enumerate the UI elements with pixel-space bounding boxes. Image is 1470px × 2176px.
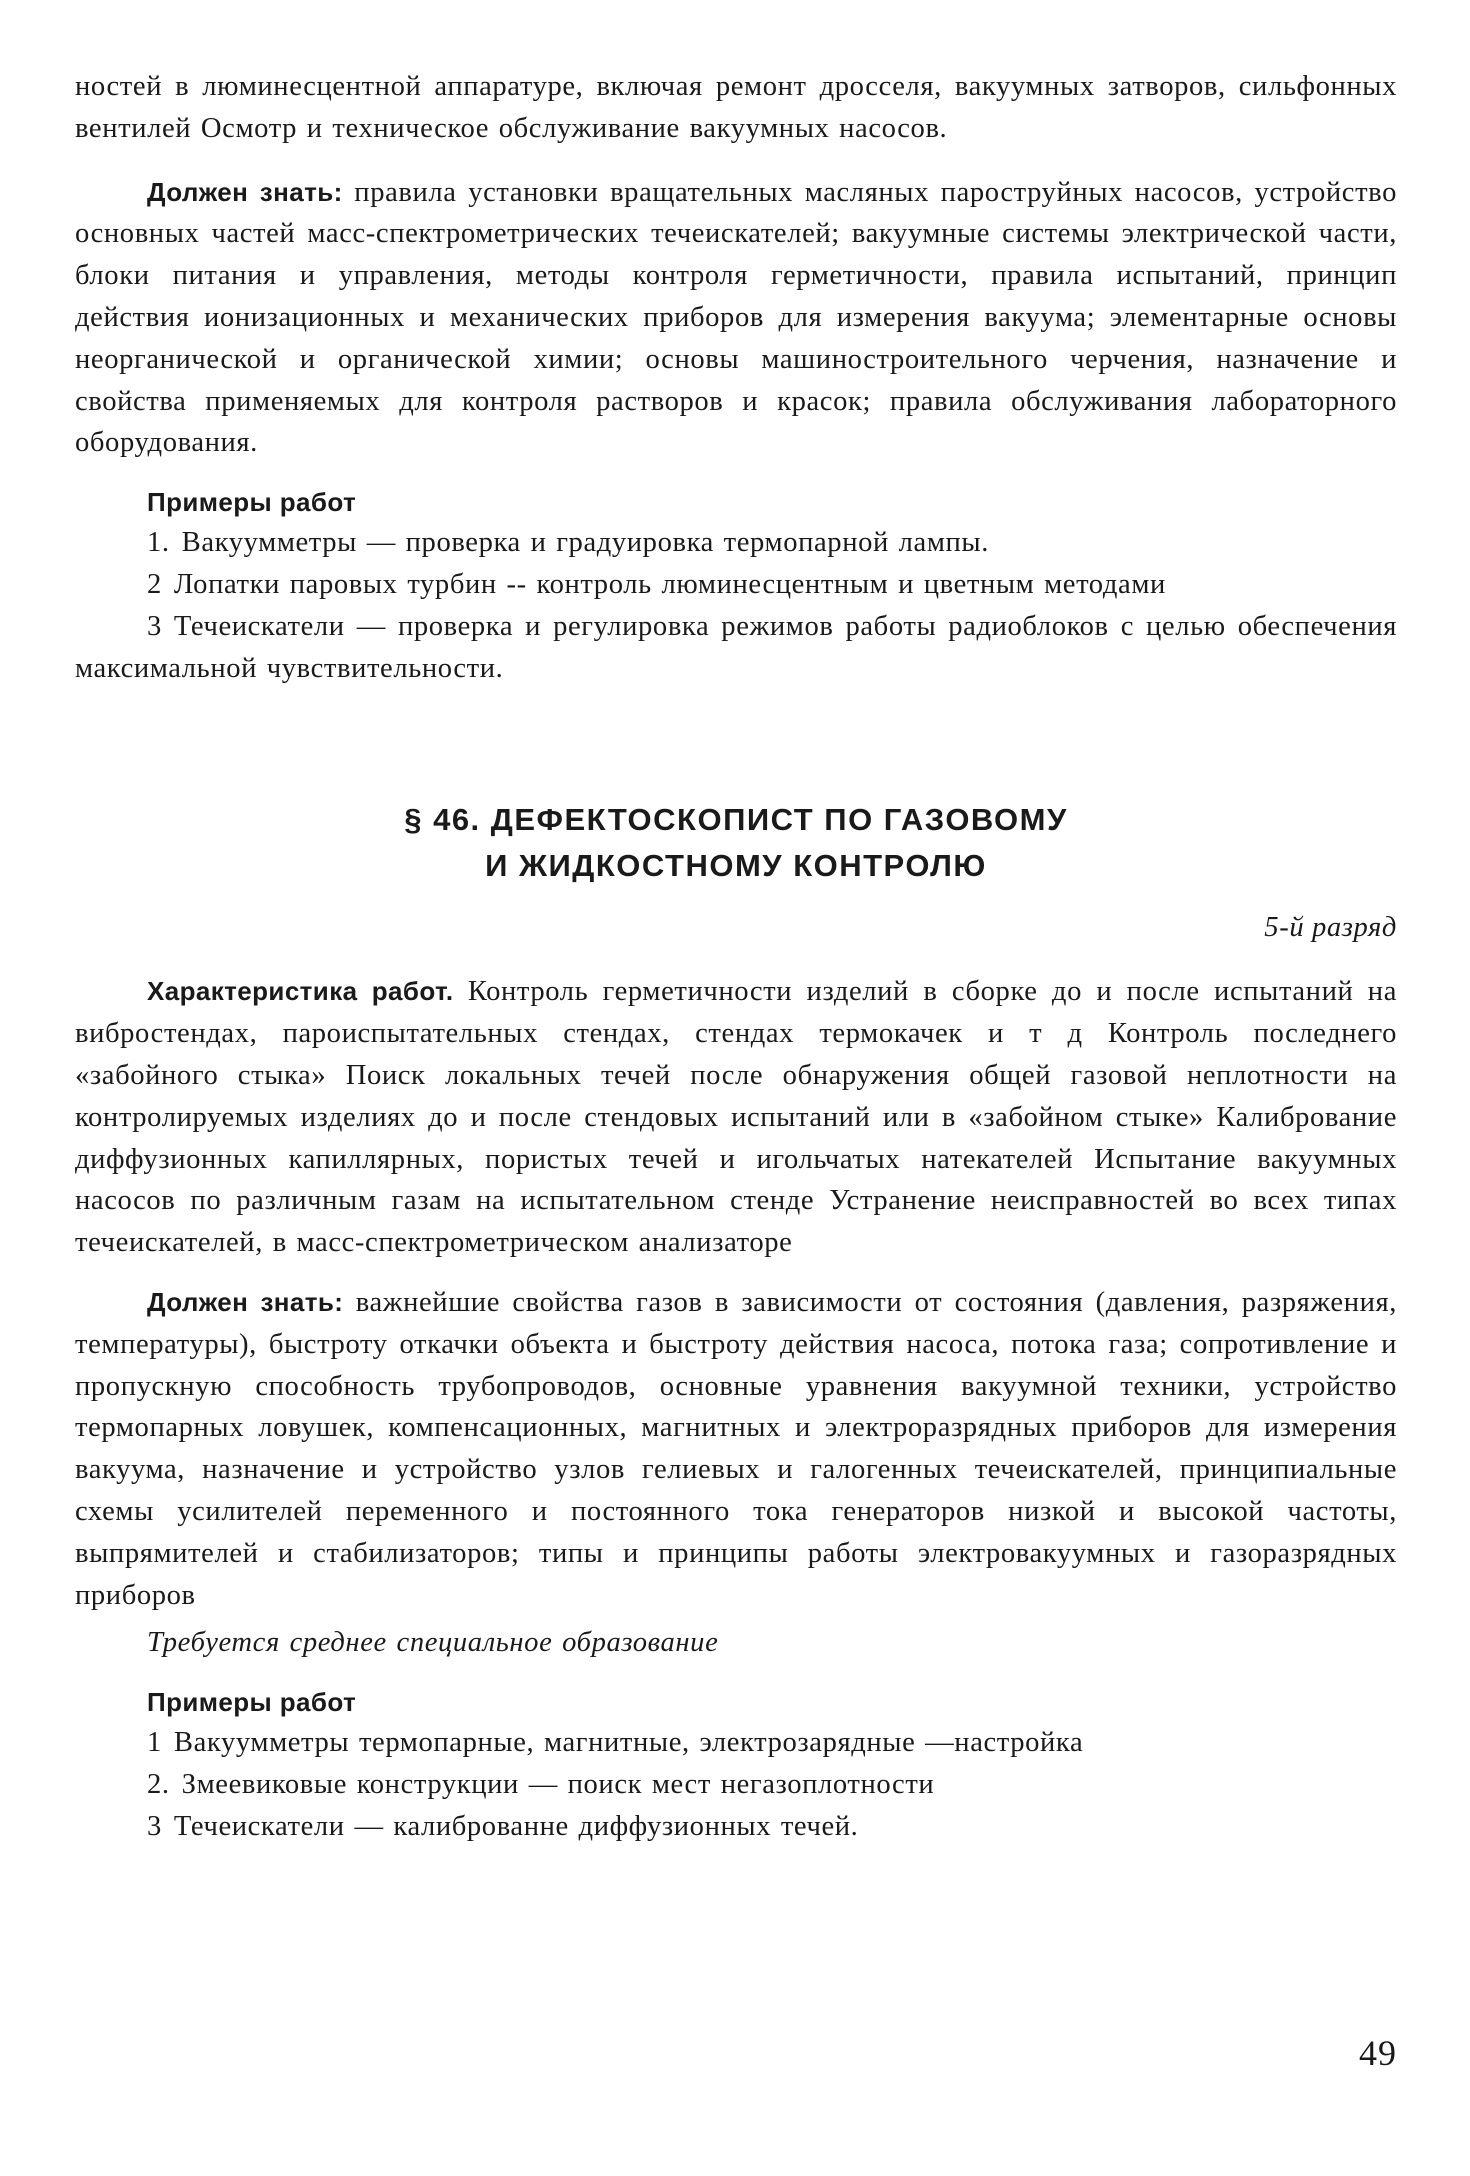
characteristic-label: Характеристика работ. xyxy=(147,976,454,1007)
characteristic-text: Контроль герметичности изделий в сборке до и после испытаний на вибростендах, пароиспытательных стендах, стендах термокачек и т д Контроль последнего «забойного стыка» Поиск локальных течей после обнаружения общей газовой неплотности на контролируемых изделиях до и после стендовых испытаний или в «забойном стыке» Калибрование диффузионных капиллярных, пористых течей и игольчатых натекателей Испытание вакуумных насосов по различным газам на испытательном стенде Устранение неисправностей во всех типах течеискателей, в масс-спектрометрическом анализаторе xyxy=(75,976,1397,1259)
list-item-text: Лопатки паровых турбин -- контроль люминесцентным и цветным методами xyxy=(173,568,1166,600)
knowledge-text-1: правила установки вращательных масляных пароструйных насосов, устройство основных частей масс-спектрометрических течеискателей; вакуумные системы электрической части, блоки питания и управления, методы контроля герметичности, правила испытаний, принцип действия ионизационных и механических приборов для измерения вакуума; элементарные основы неорганической и органической химии; основы машиностроительного черчения, назначение и свойства применяемых для контроля растворов и красок; правила обслуживания лабораторного оборудования. xyxy=(75,176,1397,459)
list-item-number: 3 xyxy=(147,610,162,642)
list-item xyxy=(75,606,1397,690)
examples-title-2: Примеры работ xyxy=(147,1687,357,1718)
list-item-text: Течеискатели — проверка и регулировка режимов работы радиоблоков с целью обеспечения максимальной чувствительности. xyxy=(75,610,1397,684)
examples-list-2 xyxy=(75,1722,1397,1847)
knowledge-text-2: важнейшие свойства газов в зависимости от состояния (давления, разряжения, температуры), быстроту откачки объекта и быстроту действия насоса, потока газа; сопротивление и пропускную способность трубопроводов, основные уравнения вакуумной техники, устройство термопарных ловушек, компенсационных, магнитных и электроразрядных приборов для измерения вакуума, назначение и устройство узлов гелиевых и галогенных течеискателей, принципиальные схемы усилителей переменного и постоянного тока генераторов низкой и высокой частоты, выпрямителей и стабилизаторов; типы и принципы работы электровакуумных и газоразрядных приборов xyxy=(75,1286,1398,1611)
education-requirement: Требуется среднее специальное образование xyxy=(147,1627,719,1659)
knowledge-paragraph-1 xyxy=(75,172,1397,465)
knowledge-label-1: Должен знать: xyxy=(147,176,343,207)
list-item-number: 3 xyxy=(147,1810,162,1842)
list-item-number: 2 xyxy=(147,568,162,600)
list-item-number: 1 xyxy=(147,1727,162,1759)
examples-list-1 xyxy=(75,522,1397,689)
list-item xyxy=(75,1806,1397,1848)
section-title-line-1: § 46. ДЕФЕКТОСКОПИСТ ПО ГАЗОВОМУ xyxy=(404,802,1068,838)
top-fragment-paragraph: ностей в люминесцентной аппаратуре, включая ремонт дросселя, вакуумных затворов, сильфонных вентилей Осмотр и техническое обслуживание вакуумных насосов. xyxy=(75,71,1397,144)
page-number: 49 xyxy=(1359,2033,1397,2073)
list-item-text: Вакуумметры термопарные, магнитные, электрозарядные —настройка xyxy=(173,1727,1084,1759)
list-item xyxy=(75,1764,1397,1806)
list-item xyxy=(75,522,1397,564)
page-body xyxy=(75,66,1397,1848)
section-title-line-2: И ЖИДКОСТНОМУ КОНТРОЛЮ xyxy=(485,848,987,884)
list-item-text: Течеискатели — калиброванне диффузионных течей. xyxy=(173,1810,859,1842)
list-item-number: 2. xyxy=(147,1768,170,1800)
list-item-number: 1. xyxy=(147,527,170,559)
knowledge-label-2: Должен знать: xyxy=(147,1286,344,1317)
list-item-text: Вакуумметры — проверка и градуировка термопарной лампы. xyxy=(181,527,989,559)
knowledge-paragraph-2 xyxy=(75,1282,1397,1616)
grade-label: 5-й разряд xyxy=(1264,912,1397,944)
list-item xyxy=(75,1722,1397,1764)
list-item-text: Змеевиковые конструкции — поиск мест негазоплотности xyxy=(181,1768,935,1800)
characteristic-paragraph xyxy=(75,971,1397,1264)
examples-title-1: Примеры работ xyxy=(147,487,357,518)
list-item xyxy=(75,564,1397,606)
